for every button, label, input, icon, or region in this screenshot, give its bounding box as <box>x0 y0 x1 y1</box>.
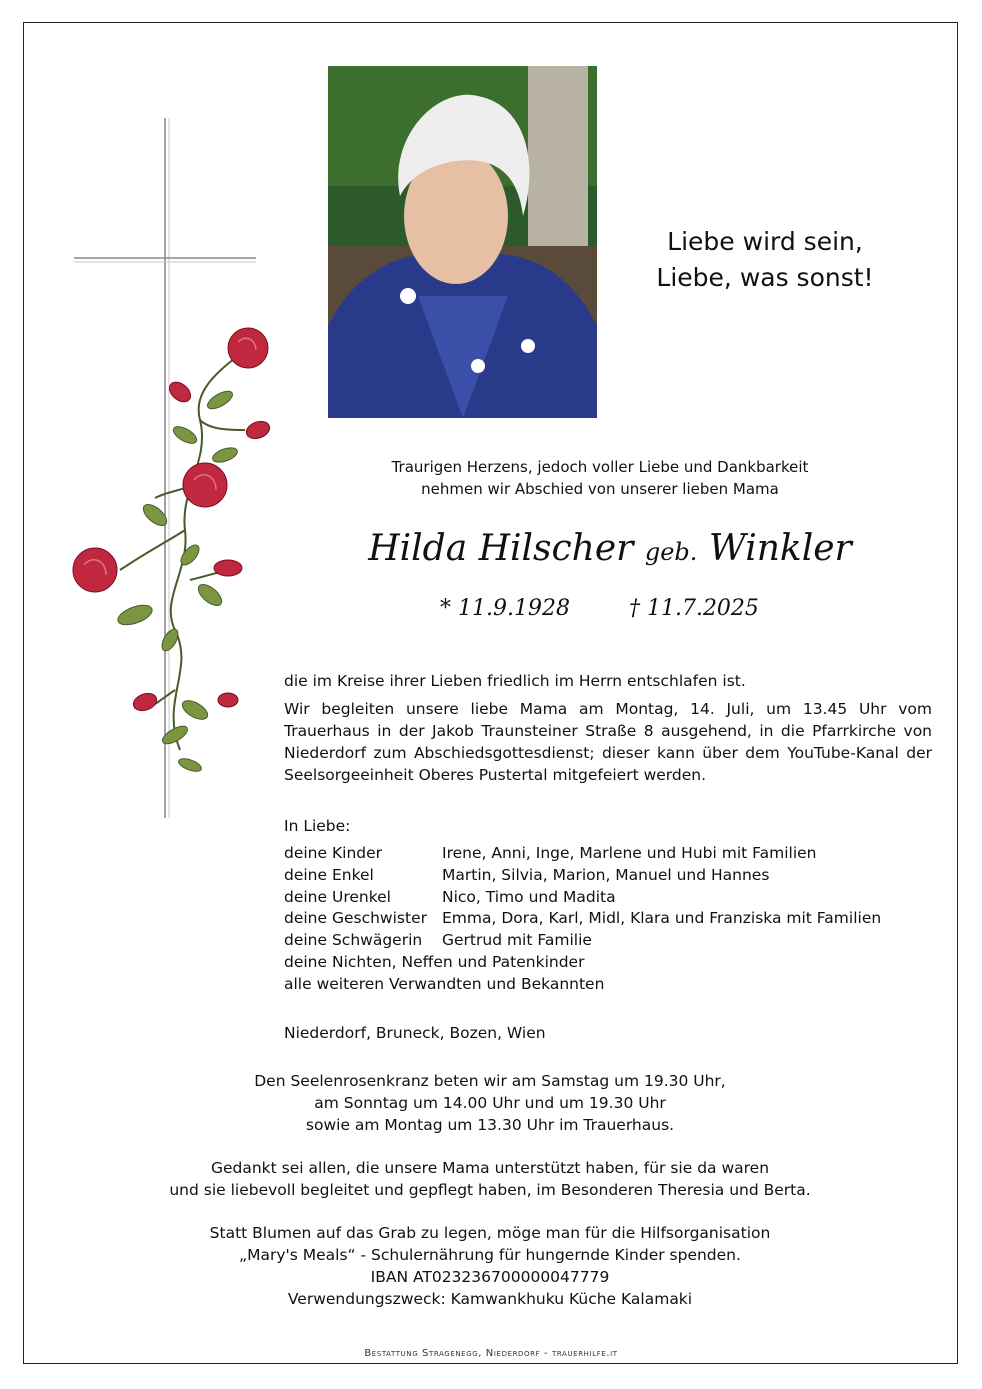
relative-names: Nico, Timo und Madita <box>442 887 616 906</box>
thanks-line: und sie liebevoll begleitet und gepflegt haben, im Besonderen Theresia und Berta. <box>169 1181 811 1199</box>
donation-purpose: Verwendungszweck: Kamwankhuku Küche Kalamaki <box>287 1290 693 1308</box>
relative-role: deine Enkel <box>284 865 374 884</box>
relative-names: Emma, Dora, Karl, Midl, Klara und Franziska mit Familien <box>442 909 882 928</box>
name-maiden: Winkler <box>708 528 852 569</box>
funeral-home-footer: Bestattung Stragenegg, Niederdorf - trauerhilfe.it <box>364 1348 618 1359</box>
relative-role: deine Geschwister <box>284 909 427 928</box>
intro-line-1: Traurigen Herzens, jedoch voller Liebe und Dankbarkeit <box>391 458 809 476</box>
relative-names: Irene, Anni, Inge, Marlene und Hubi mit Familien <box>442 844 817 862</box>
places: Niederdorf, Bruneck, Bozen, Wien <box>284 1024 546 1042</box>
name-main: Hilda Hilscher <box>368 528 634 569</box>
quote-line-1: Liebe wird sein, <box>667 227 863 256</box>
body-paragraph: Wir begleiten unsere liebe Mama am Montag, 14. Juli, um 13.45 Uhr vom Trauerhaus in der Jakob Traunsteiner Straße 8 ausgehend, in die Pfarrkirche von Niederdorf zum Abschiedsgottesdienst; dieser kann über dem YouTube-Kanal der Seelsorgeeinheit Oberes Pustertal mitgefeiert werden. <box>284 700 932 784</box>
relatives-row <box>284 908 881 930</box>
donation-text <box>60 1222 920 1310</box>
intro-line-2: nehmen wir Abschied von unserer lieben Mama <box>421 480 779 498</box>
cross-with-roses <box>60 110 290 830</box>
relative-role: deine Kinder <box>284 844 383 862</box>
roses-icon <box>73 328 272 714</box>
relatives-list <box>284 843 881 996</box>
rosary-text <box>60 1070 920 1136</box>
death-date: † 11.7.2025 <box>628 596 759 621</box>
relatives-row <box>284 930 881 952</box>
birth-date: * 11.9.1928 <box>440 596 570 621</box>
quote-line-2: Liebe, was sonst! <box>656 263 874 292</box>
relatives-row <box>284 843 881 865</box>
relative-names: Gertrud mit Familie <box>442 931 592 950</box>
relative-role: deine Urenkel <box>284 887 391 906</box>
body-line-1: die im Kreise ihrer Lieben friedlich im Herrn entschlafen ist. <box>284 672 746 690</box>
deceased-name <box>300 528 920 569</box>
life-dates <box>440 596 800 621</box>
name-geb: geb. <box>644 538 698 566</box>
announcement-body <box>284 670 932 786</box>
portrait-photo <box>328 66 597 418</box>
donation-line: Statt Blumen auf das Grab zu legen, möge man für die Hilfsorganisation <box>209 1224 771 1242</box>
relative-names: Martin, Silvia, Marion, Manuel und Hannes <box>442 865 770 884</box>
relatives-row <box>284 887 881 909</box>
rosary-line: Den Seelenrosenkranz beten wir am Samstag um 19.30 Uhr, <box>254 1072 726 1090</box>
rosary-line: am Sonntag um 14.00 Uhr und um 19.30 Uhr <box>314 1094 666 1112</box>
relative-role: deine Schwägerin <box>284 931 423 950</box>
relatives-row <box>284 865 881 887</box>
donation-line: „Mary's Meals“ - Schulernährung für hungernde Kinder spenden. <box>239 1246 741 1264</box>
thanks-text <box>60 1157 920 1201</box>
in-liebe-heading: In Liebe: <box>284 817 351 835</box>
quote <box>625 224 905 296</box>
relatives-extra: alle weiteren Verwandten und Bekannten <box>284 974 605 993</box>
cross-icon <box>74 118 256 818</box>
relatives-extra: deine Nichten, Neffen und Patenkinder <box>284 952 585 971</box>
donation-iban: IBAN AT023236700000047779 <box>370 1268 610 1286</box>
rosary-line: sowie am Montag um 13.30 Uhr im Trauerhaus. <box>305 1116 675 1134</box>
rose-vine-icon <box>120 350 245 750</box>
intro-text <box>340 456 860 500</box>
thanks-line: Gedankt sei allen, die unsere Mama unterstützt haben, für sie da waren <box>210 1159 770 1177</box>
